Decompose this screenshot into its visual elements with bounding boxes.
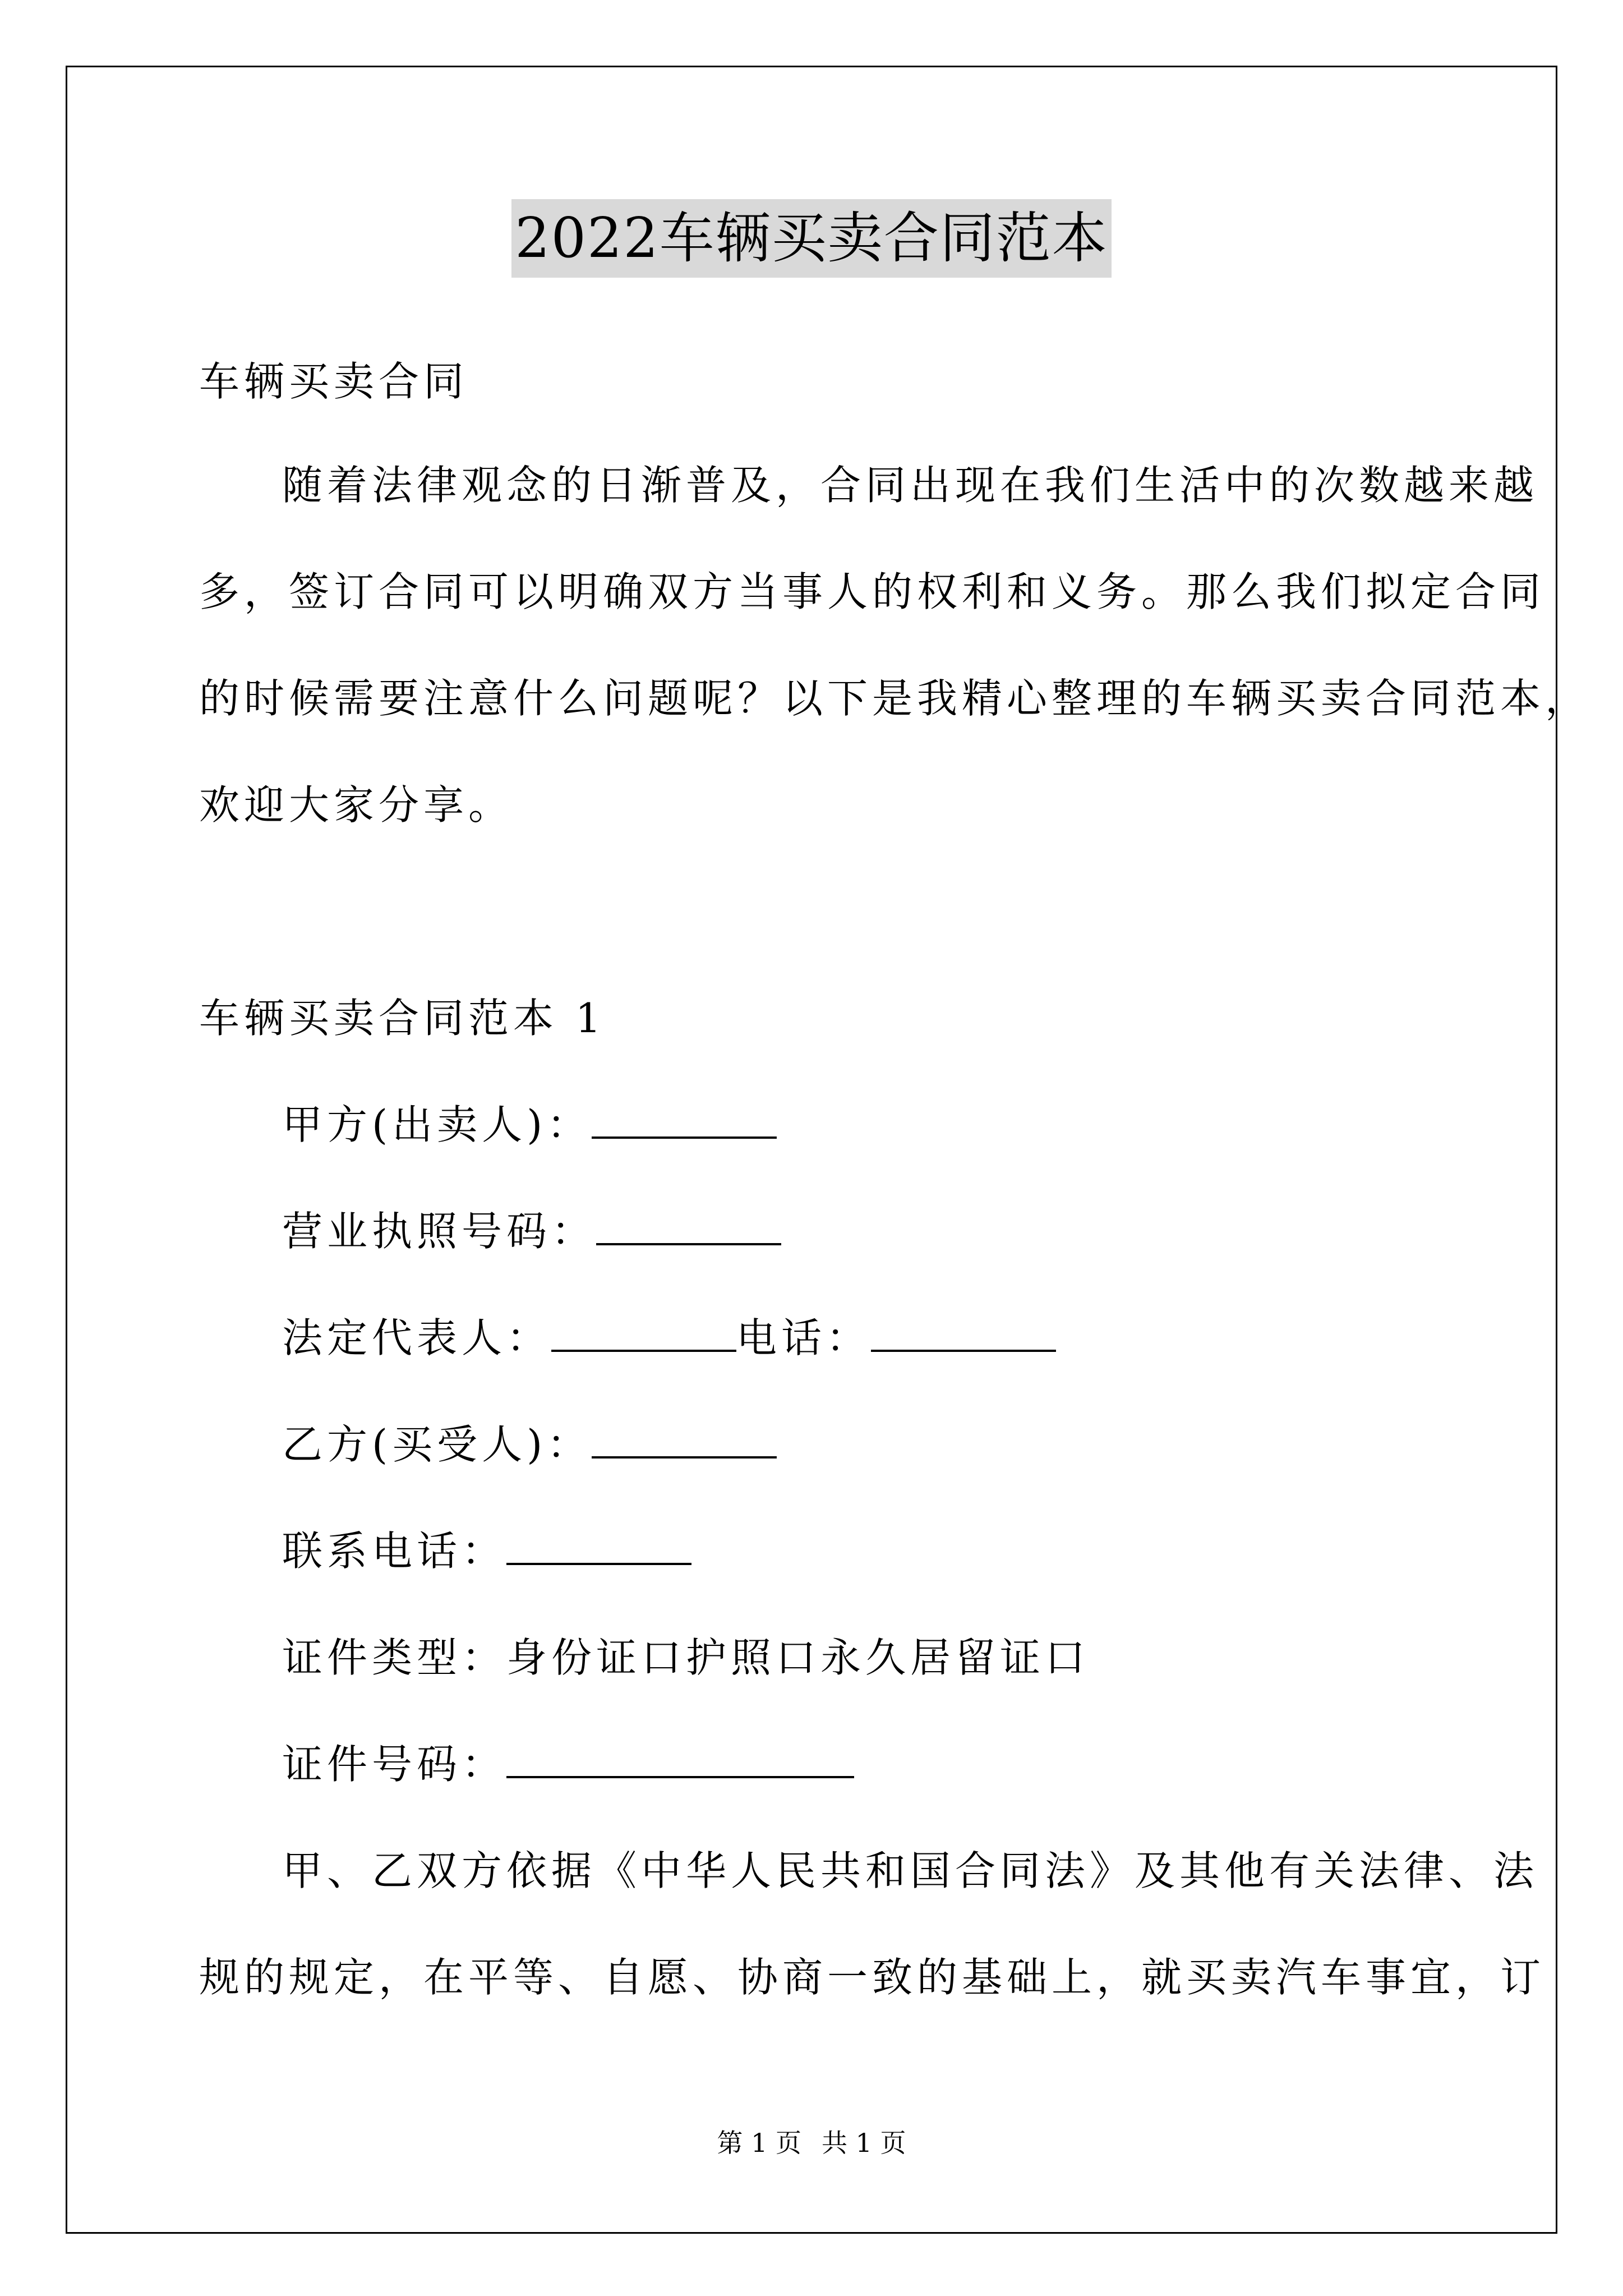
intro-line-2: 多，签订合同可以明确双方当事人的权利和义务。那么我们拟定合同 <box>199 568 1546 615</box>
clause-line-2: 规的规定，在平等、自愿、协商一致的基础上，就买卖汽车事宜，订 <box>199 1954 1546 2001</box>
id-no-row <box>282 1736 854 1792</box>
document-title: 2022车辆买卖合同范本 <box>511 199 1111 278</box>
title-container <box>0 199 1623 278</box>
contact-phone-blank <box>506 1526 691 1565</box>
party-a-label: 甲方(出卖人)： <box>282 1101 592 1148</box>
legal-rep-label: 法定代表人： <box>282 1314 552 1361</box>
page-footer <box>0 2126 1623 2160</box>
intro-line-3: 的时候需要注意什么问题呢？以下是我精心整理的车辆买卖合同范本， <box>199 675 1590 722</box>
contact-phone-row <box>282 1523 691 1579</box>
license-label: 营业执照号码： <box>282 1208 597 1255</box>
phone-a-label: 电话： <box>736 1314 872 1361</box>
id-no-label: 证件号码： <box>282 1741 507 1788</box>
intro-line-1: 随着法律观念的日渐普及，合同出现在我们生活中的次数越来越 <box>282 462 1539 509</box>
id-no-blank <box>506 1739 854 1778</box>
license-blank <box>596 1206 781 1245</box>
party-b-row <box>282 1416 777 1473</box>
intro-line-4: 欢迎大家分享。 <box>199 781 514 829</box>
clause-line-1: 甲、乙双方依据《中华人民共和国合同法》及其他有关法律、法 <box>282 1847 1539 1894</box>
legal-rep-row <box>282 1310 1056 1366</box>
party-b-label: 乙方(买受人)： <box>282 1421 592 1468</box>
contact-phone-label: 联系电话： <box>282 1527 507 1575</box>
id-type-row: 证件类型：身份证口护照口永久居留证口 <box>282 1634 1090 1681</box>
phone-a-blank <box>871 1313 1056 1352</box>
party-b-blank <box>592 1419 777 1458</box>
page-number: 第 1 页 <box>717 2128 801 2158</box>
license-row <box>282 1203 781 1259</box>
party-a-row <box>282 1097 777 1153</box>
legal-rep-blank <box>551 1313 736 1352</box>
page-total: 共 1 页 <box>822 2128 906 2158</box>
party-a-blank <box>592 1099 777 1139</box>
contract-heading: 车辆买卖合同 <box>199 358 469 405</box>
section-title: 车辆买卖合同范本 1 <box>199 995 606 1042</box>
